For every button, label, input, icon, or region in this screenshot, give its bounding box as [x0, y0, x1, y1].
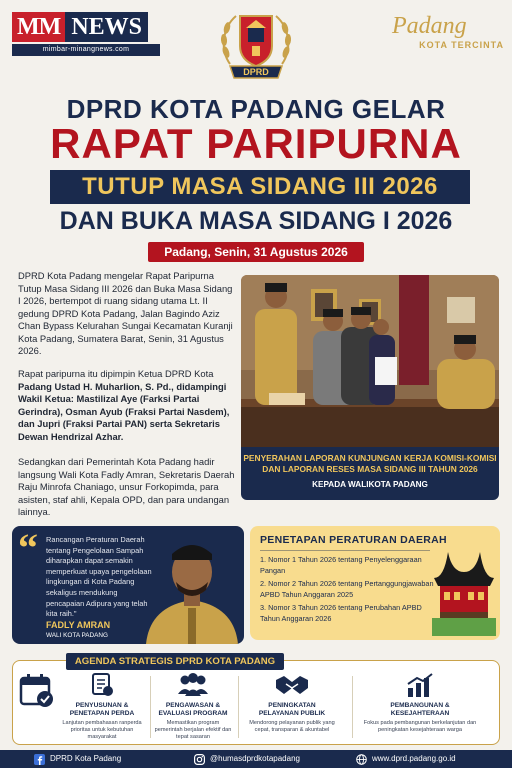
- headline-line3: TUTUP MASA SIDANG III 2026: [50, 170, 470, 204]
- padang-script: Padang: [392, 13, 467, 39]
- quote-text: Rancangan Peraturan Daerah tentang Pengelolaan Sampah diharapkan dapat semakin memperkuat upaya pengelolaan lingkungan di Kota Padang sekaligus mendukung pencapaian Adipura yang telah kita raih.": [46, 535, 152, 619]
- agenda-item-title: PENYUSUNAN & PENETAPAN PERDA: [69, 702, 135, 717]
- quote-role: WALI KOTA PADANG: [46, 632, 109, 639]
- caption-line1: PENYERAHAN LAPORAN KUNJUNGAN KERJA KOMISI-KOMISI: [243, 453, 497, 463]
- quote-name: FADLY AMRAN: [46, 620, 111, 630]
- agenda-title: AGENDA STRATEGIS DPRD KOTA PADANG: [66, 653, 284, 670]
- agenda-item-pelayanan: [242, 672, 342, 742]
- ceremony-photo: [241, 275, 499, 447]
- document-check-icon: [89, 672, 115, 698]
- padang-kota-tercinta-logo: [392, 12, 504, 58]
- instagram-icon: [194, 754, 205, 765]
- perda-item: 3. Nomor 3 Tahun 2026 tentang Perubahan APBD Tahun Anggaran 2026: [260, 603, 422, 623]
- agenda-item-title: PENINGKATAN PELAYANAN PUBLIK: [258, 702, 326, 717]
- perda-divider: [260, 550, 430, 551]
- footer-instagram[interactable]: [194, 750, 300, 768]
- paragraph-2-bold: Padang Ustad H. Muharlion, S. Pd., didampingi Wakil Ketua: Mastilizal Aye (Farksi Partai Gerindra), Osman Ayub (Fraksi Partai Nasdem), dan Jupri (Fraksi Partai PAN) serta Sekretaris Dewan Hendrizal Azhar.: [18, 380, 230, 442]
- agenda-item-desc: Memastikan program pemerintah berjalan efektif dan tepat sasaran: [154, 720, 232, 740]
- agenda-divider: [352, 676, 353, 738]
- article-paragraph-3: Sedangkan dari Pemerintah Kota Padang hadir langsung Wali Kota Fadly Amran, Sekretaris Daerah Raju Minrofa Chaniago, unsur Forkopimda, para asisten, staf ahli, Kepala OPD, dan para undangan lainnya.: [18, 456, 235, 517]
- people-group-icon: [176, 672, 210, 698]
- agenda-divider: [150, 676, 151, 738]
- headline-line2: RAPAT PARIPURNA: [50, 120, 462, 167]
- headline-line1: DPRD KOTA PADANG GELAR: [66, 94, 446, 124]
- footer-bar: [0, 750, 512, 768]
- handshake-icon: [274, 672, 310, 698]
- rumah-gadang-icon: [432, 538, 496, 636]
- mm-news-logo: [12, 12, 160, 56]
- website-url: www.dprd.padang.go.id: [372, 754, 456, 763]
- facebook-icon: [34, 754, 45, 765]
- agenda-item-desc: Lanjutan pembahasan ranperda prioritas untuk kebutuhan masyarakat: [62, 720, 142, 740]
- paragraph-2-lead: Rapat paripurna itu dipimpin Ketua DPRD Kota: [18, 368, 214, 379]
- quote-mark-icon: “: [18, 526, 38, 570]
- headline-line4: DAN BUKA MASA SIDANG I 2026: [59, 207, 453, 235]
- logo-news-text: NEWS: [65, 12, 148, 42]
- calendar-check-icon: [18, 672, 58, 712]
- ceremony-photo-illustration: [241, 275, 499, 447]
- dprd-seal: [216, 6, 296, 84]
- footer-website[interactable]: [356, 750, 456, 768]
- mayor-portrait: [140, 532, 244, 644]
- quote-card: [12, 526, 244, 644]
- agenda-item-pembangunan: [360, 672, 480, 742]
- perda-item: 2. Nomor 2 Tahun 2026 tentang Pertanggungjawaban APBD Tahun Anggaran 2025: [260, 579, 434, 599]
- article-paragraph-1: DPRD Kota Padang mengelar Rapat Paripurna Tutup Masa Sidang III 2026 dan Buka Masa Sidang I 2026, bertempot di ruang sidang utama Lt. II gedung DPRD Kota Padang, Jalan Bagindo Aziz Chan Bypass Kelurahan Sungai Kecamatan Kuranji Kota Padang, Sumatera Barat, Senin, 31 Agustus 2026.: [18, 270, 233, 356]
- article-paragraph-2: [18, 368, 236, 443]
- agenda-item-perda: [58, 672, 146, 742]
- agenda-item-desc: Fokus pada pembangunan berkelanjutan dan peningkatan kesejahteraan warga: [363, 720, 477, 733]
- caption-line2: DAN LAPORAN RESES MASA SIDANG III TAHUN 2026: [262, 464, 478, 474]
- agenda-divider: [238, 676, 239, 738]
- agenda-item-title: PENGAWASAN & EVALUASI PROGRAM: [158, 702, 228, 717]
- instagram-handle: @humasdprdkotapadang: [210, 754, 300, 763]
- perda-title: PENETAPAN PERATURAN DAERAH: [260, 534, 447, 546]
- perda-list: [260, 555, 436, 628]
- perda-item: 1. Nomor 1 Tahun 2026 tentang Penyelenggaraan Pangan: [260, 555, 422, 575]
- logo-mm-text: MM: [12, 12, 65, 42]
- caption-line3: KEPADA WALIKOTA PADANG: [312, 480, 428, 489]
- bar-chart-icon: [405, 672, 435, 698]
- agenda-item-pengawasan: [152, 672, 234, 742]
- facebook-handle: DPRD Kota Padang: [50, 754, 122, 763]
- footer-facebook[interactable]: [34, 750, 121, 768]
- dateline: Padang, Senin, 31 Agustus 2026: [148, 242, 364, 262]
- perda-card: [250, 526, 500, 640]
- agenda-item-title: PEMBANGUNAN & KESEJAHTERAAN: [390, 702, 450, 717]
- padang-tagline: KOTA TERCINTA: [419, 40, 504, 50]
- seal-label: DPRD: [243, 67, 269, 77]
- logo-url: mimbar-minangnews.com: [12, 44, 160, 56]
- photo-caption: [241, 447, 499, 500]
- agenda-item-desc: Mendorong pelayanan publik yang cepat, transparan & akuntabel: [249, 720, 335, 733]
- globe-icon: [356, 754, 367, 765]
